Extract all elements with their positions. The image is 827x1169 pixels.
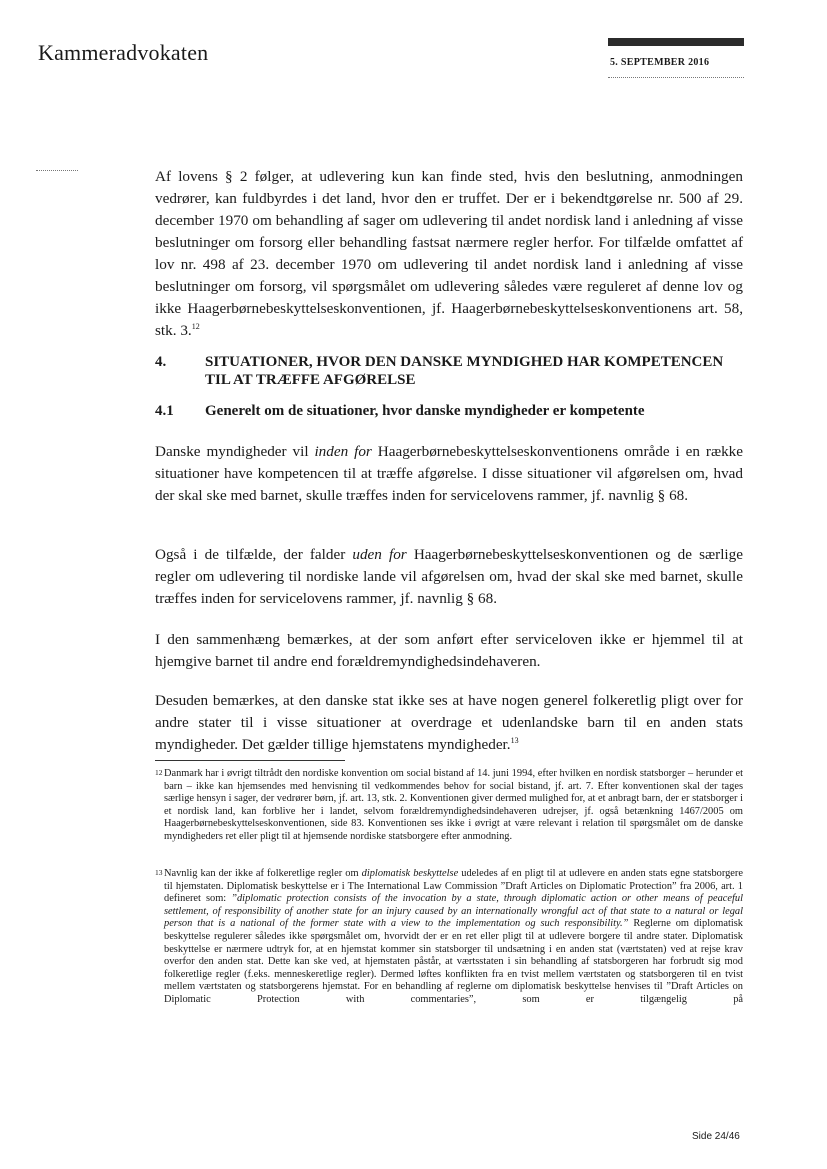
paragraph-text: Af lovens § 2 følger, at udlevering kun kan finde sted, hvis den beslutning, anmodningen vedrører, kan fuldbyrdes i det land, hvor den er truffet. Der er i bekendtgørelse nr. 500 af 29. december 1970 om behandling af sager om udlevering til andet nordisk land i anledning af visse beslutninger om forsorg eller behandling fastsat nærmere regler herfor. For tilfælde omfattet af lov nr. 498 af 23. december 1970 om udlevering til andet nordisk land i anledning af visse beslutninger om forsorg, vil spørgsmålet om udlevering således være reguleret af denne lov og ikke Haagerbørnebeskyttelseskonventionen, jf. Haagerbørnebeskyttelseskonventionens art. 58, stk. 3. bbox=[155, 168, 743, 339]
footnote-number: 13 bbox=[155, 868, 163, 877]
paragraph-text: Danske myndigheder vil bbox=[155, 443, 315, 460]
paragraph-text: Også i de tilfælde, der falder bbox=[155, 546, 353, 563]
paragraph-text: Desuden bemærkes, at den danske stat ikke ses at have nogen generel folkeretlig pligt over for andre stater til i visse situationer at overdrage et udenlandske barn til en anden stats myndigheder. Det gælder tillige hjemstatens myndigheder. bbox=[155, 692, 743, 753]
footnote-ref-12[interactable]: 12 bbox=[191, 322, 200, 331]
paragraph-5 bbox=[155, 690, 743, 756]
paragraph-text: Haagerbørnebeskyttelseskonventionen og de særlige regler om udlevering til nordiske lande vil afgørelsen om, hvad der skal ske med barnet, skulle træffes inden for servicelovens rammer, jf. navnlig § 68. bbox=[155, 546, 743, 607]
footnote-ref-13[interactable]: 13 bbox=[510, 736, 519, 745]
section-number: 4. bbox=[155, 354, 167, 370]
footnote-quote: ”diplomatic protection consists of the invocation by a state, through diplomatic action or other means of peaceful settlement, of responsibility of another state for an injury caused by an internationally wrongful act of that state to a natural or legal person that is a national of the former state with a view to the implementation og such responsibility.” bbox=[164, 893, 743, 930]
brand-name: Kammeradvokaten bbox=[38, 40, 209, 65]
emphasis-text: uden for bbox=[352, 546, 407, 563]
page-number: Side 24/46 bbox=[692, 1131, 740, 1142]
footnote-13 bbox=[155, 868, 743, 1007]
header-date: 5. SEPTEMBER 2016 bbox=[610, 57, 710, 68]
footnote-text-part: udeledes af en pligt til at udlevere en anden stats egne statsborgere til hjemstaten. Diplomatisk beskyttelse er i The International Law Commission ”Draft Articles on Diplomatic Protection” fra 2006, art. 1 defineret som: bbox=[164, 868, 743, 905]
emphasis-text: inden for bbox=[314, 443, 372, 460]
paragraph-1 bbox=[155, 166, 743, 342]
section-title: Generelt om de situationer, hvor danske myndigheder er kompetente bbox=[205, 403, 645, 419]
paragraph-text: Haagerbørnebeskyttelseskonventionens område i en række situationer have kompetencen til at træffe afgørelse. I disse situationer vil afgørelsen om, hvad der skal ske med barnet, skulle træffes inden for servicelovens rammer, jf. navnlig § 68. bbox=[155, 443, 744, 504]
footnote-text-part: Navnlig kan der ikke af folkeretlige regler om bbox=[164, 868, 362, 879]
section-title: SITUATIONER, HVOR DEN DANSKE MYNDIGHED HAR KOMPETENCEN TIL AT TRÆFFE AFGØRELSE bbox=[205, 354, 724, 388]
header-bar bbox=[608, 38, 744, 46]
footnote-text: Danmark har i øvrigt tiltrådt den nordiske konvention om social bistand af 14. juni 1994, efter hvilken en nordisk statsborger – herunder et barn – ikke kan hjemsendes med henvisning til vedkommendes behov for social bistand, jf. art. 7. Efter konventionen skal der tages særlige hensyn i sager, der vedrører børn, jf. art. 13, stk. 2. Konventionen giver dermed mulighed for, at et anbragt barn, der er statsborger i et nordisk land, kan forblive her i landet, selvom forældremyndighedsindehaveren udrejser, jf. også betænkning 1467/2005 om Haagerbørnebeskyttelseskonventionen, side 83. Konventionen ses ikke i øvrigt at være relevant i relation til spørgsmålet om de danske myndigheders ret eller pligt til at hjemsende nordiske statsborgere efter anmodning. bbox=[164, 768, 743, 842]
paragraph-4 bbox=[155, 629, 743, 673]
footnote-number: 12 bbox=[155, 768, 163, 777]
footnote-emphasis: diplomatisk beskyttelse bbox=[361, 868, 459, 879]
section-number: 4.1 bbox=[155, 403, 174, 419]
paragraph-text: I den sammenhæng bemærkes, at der som anført efter serviceloven ikke er hjemmel til at hjemgive barnet til andre end forældremyndighedsindehaveren. bbox=[155, 631, 743, 670]
paragraph-2 bbox=[155, 441, 743, 507]
header-rule bbox=[608, 77, 744, 78]
footnote-text-part: Reglerne om diplomatisk beskyttelse regulerer således ikke spørgsmålet om, hvorvidt der er en ret eller pligt til at udlevere borgere til andre stater. Diplomatisk beskyttelse er nærmere udtryk for, at en hjemstat kommer sin statsborger til undsætning i en anden stat (værtstaten) ved at rejse krav overfor den anden stat. Dette kan ske ved, at hjemstaten påstår, at værtsstaten i sin behandling af statsborgeren har forbrudt sig mod folkeretlige regler (f.eks. menneskeretlige regler). Dermed løftes konflikten fra en tvist mellem værtstaten og statsborgeren til en tvist mellem værtstaten og statsborgerens hjemstat. For en behandling af reglerne om diplomatisk beskyttelse henvises til ”Draft Articles on Diplomatic Protection with commentaries”, som er tilgængelig på bbox=[164, 918, 743, 1005]
footnote-text bbox=[164, 868, 743, 1007]
footnote-separator bbox=[155, 760, 345, 761]
margin-rule bbox=[36, 170, 78, 171]
paragraph-3 bbox=[155, 544, 743, 610]
footnote-12 bbox=[155, 768, 743, 844]
